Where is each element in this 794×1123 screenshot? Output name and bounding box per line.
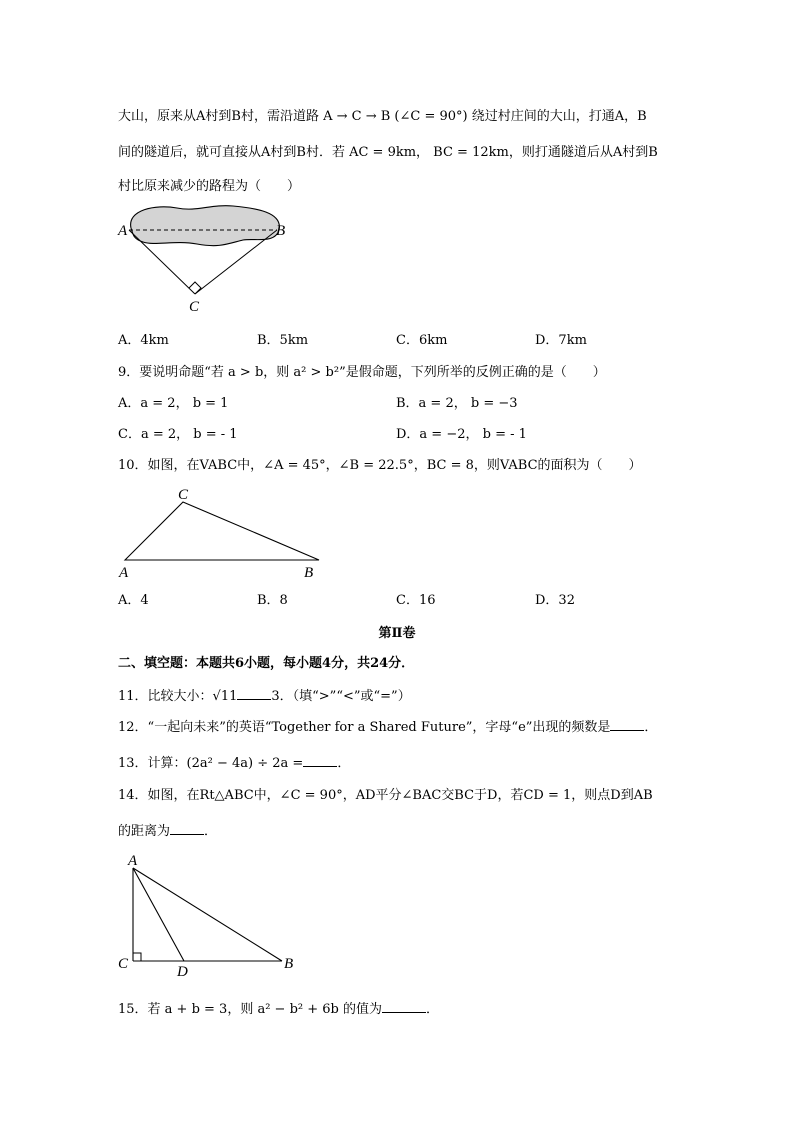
label-b: B: [304, 565, 314, 581]
mountain-shape: [131, 206, 280, 246]
q12-prefix: 12．“一起向未来”的英语“Together for a Shared Future”，字母“e”出现的频数是: [118, 720, 611, 735]
q13-prefix: 13．计算：(2a² − 4a) ÷ 2a =: [118, 756, 304, 771]
label-b: B: [284, 956, 294, 972]
q14-figure: [112, 848, 302, 980]
q8-line-1: 大山，原来从A村到B村，需沿道路 A → C → B (∠C = 90°) 绕过村庄间的大山，打通A，B: [118, 109, 647, 124]
q10-option-b[interactable]: B．8: [257, 593, 288, 608]
q14-line-1: 14．如图，在Rt△ABC中，∠C = 90°，AD平分∠BAC交BC于D，若CD = 1，则点D到AB: [118, 788, 653, 803]
q10-option-d[interactable]: D．32: [535, 593, 575, 608]
q11: [118, 685, 411, 707]
q8-figure: [115, 200, 295, 315]
q8-option-b[interactable]: B．5km: [257, 333, 309, 348]
q12-answer-blank[interactable]: [610, 716, 644, 731]
right-angle-mark: [189, 282, 201, 294]
q9-option-a[interactable]: A．a = 2， b = 1: [118, 396, 229, 411]
q15-answer-blank[interactable]: [382, 998, 426, 1013]
q11-suffix: 3．（填“>”“<”或“=”）: [271, 689, 411, 704]
q10-option-a[interactable]: A．4: [118, 593, 149, 608]
q8-option-a[interactable]: A．4km: [118, 333, 169, 348]
triangle-abc: [125, 502, 319, 560]
q12-suffix: ．: [644, 720, 658, 735]
label-d: D: [177, 964, 188, 980]
q10-figure: [115, 484, 330, 584]
q14-prefix: 的距离为: [118, 824, 171, 839]
q13-suffix: ．: [337, 756, 351, 771]
q9-stem: 9．要说明命题“若 a > b，则 a² > b²”是假命题，下列所举的反例正确的是（ ）: [118, 365, 606, 380]
q14-suffix: ．: [204, 824, 218, 839]
label-a: A: [118, 223, 128, 239]
q8-option-d[interactable]: D．7km: [535, 333, 587, 348]
q13-answer-blank[interactable]: [303, 752, 337, 767]
q11-answer-blank[interactable]: [237, 685, 271, 700]
q15: [118, 998, 439, 1020]
q9-option-c[interactable]: C．a = 2， b = - 1: [118, 427, 238, 442]
label-a: A: [119, 565, 129, 581]
q8-option-c[interactable]: C．6km: [396, 333, 448, 348]
q11-prefix: 11．比较大小：√11: [118, 689, 238, 704]
q15-prefix: 15．若 a + b = 3，则 a² − b² + 6b 的值为: [118, 1002, 382, 1017]
label-c: C: [189, 299, 200, 315]
side-ab: [133, 868, 282, 961]
q15-suffix: ．: [426, 1002, 440, 1017]
q9-option-b[interactable]: B．a = 2， b = −3: [396, 396, 518, 411]
q14-answer-blank[interactable]: [170, 820, 204, 835]
label-b: B: [276, 223, 286, 239]
q10-option-c[interactable]: C．16: [396, 593, 436, 608]
q9-option-d[interactable]: D．a = −2， b = - 1: [396, 427, 527, 442]
q8-line-3: 村比原来减少的路程为（ ）: [118, 179, 301, 194]
section-heading: 二、填空题：本题共6小题，每小题4分，共24分．: [118, 656, 415, 671]
section-title: 第Ⅱ卷: [378, 626, 416, 641]
label-a: A: [128, 853, 138, 869]
bisector-ad: [133, 868, 184, 961]
q13: [118, 752, 350, 774]
q10-stem: 10．如图，在VABC中，∠A = 45°，∠B = 22.5°，BC = 8，则VABC的面积为（ ）: [118, 458, 642, 473]
q8-line-2: 间的隧道后，就可直接从A村到B村．若 AC = 9km， BC = 12km，则打通隧道后从A村到B: [118, 145, 658, 160]
q12: [118, 716, 657, 738]
label-c: C: [178, 487, 189, 503]
q14-line-2: [118, 820, 217, 842]
right-angle-mark: [133, 953, 141, 961]
label-c: C: [118, 956, 129, 972]
